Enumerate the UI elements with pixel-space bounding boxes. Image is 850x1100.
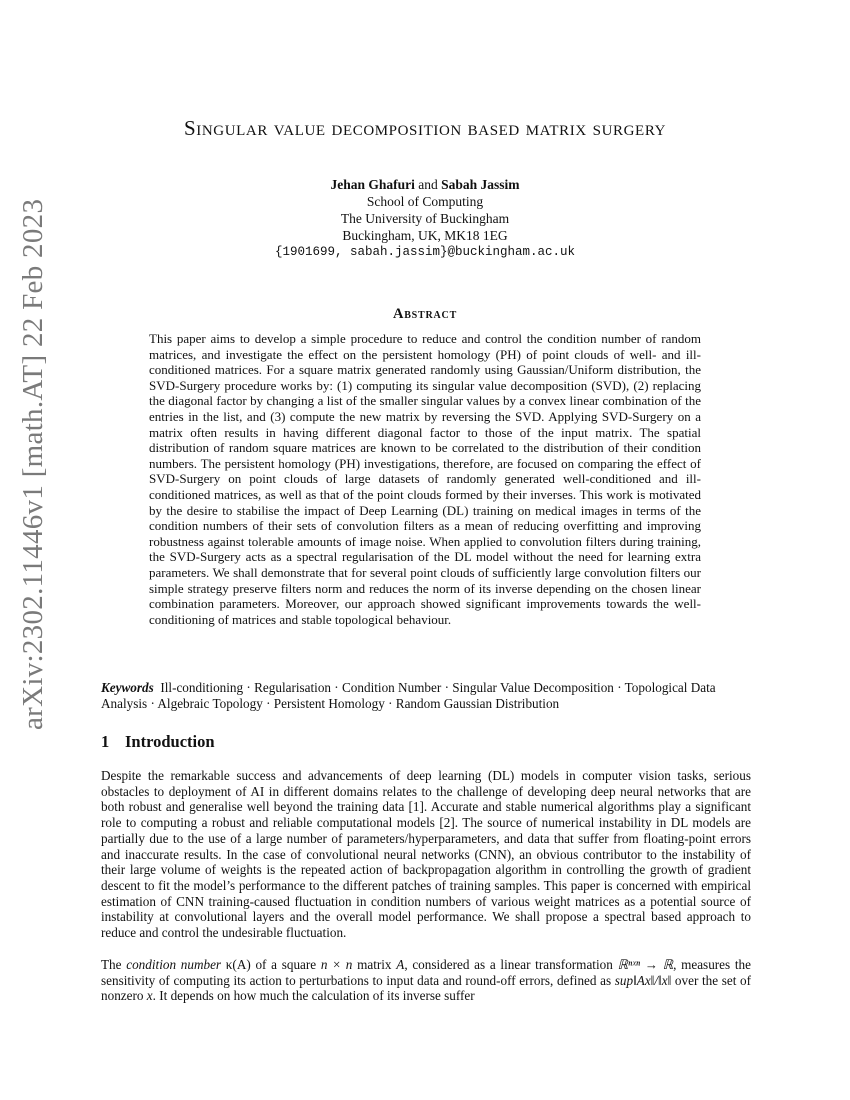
matrix-dims: n × n [320, 957, 353, 972]
p2-text: The [101, 957, 127, 972]
author-1: Jehan Ghafuri [330, 177, 415, 192]
affiliation-address: Buckingham, UK, MK18 1EG [342, 228, 508, 243]
abstract-heading: Abstract [392, 306, 458, 322]
p2-text: , considered as a linear transformation [404, 957, 618, 972]
keywords-list: Ill-conditioning · Regularisation · Condition Number · Singular Value Decomposition · Topological Data Analysis · Algebraic Topology · Persistent Homology · Random Gaussian Distribution [101, 680, 716, 711]
arxiv-identifier: arXiv:2302.11446v1 [math.AT] 22 Feb 2023 [17, 198, 49, 730]
paper-title: Singular value decomposition based matrix surgery [183, 116, 667, 140]
p2-text: over the set of nonzero [101, 972, 751, 1004]
matrix-a: A [396, 957, 405, 972]
intro-paragraph-1: Despite the remarkable success and advancements of deep learning (DL) models in computer vision tasks, serious obstacles to deployment of AI in different domains relates to the challenge of developing deep neural networks that are both robust and generalise well beyond the training data [1]. Accurate and stable numerical algorithms play a significant role to computing a robust and reliable computational models [2]. The source of numerical instability in DL models are partially due to the use of a large number of parameters/hyperparameters, and data that suffer from floating-point errors and inaccurate results. In the case of convolutional neural networks (CNN), an obvious contributor to the instability of their large volume of weights is the repeated action of backpropagation algorithm in controlling the growth of gradient descent to fit the model’s performance to the different patches of training samples. This paper is concerned with empirical estimation of CNN training-caused fluctuation in condition numbers of various weight matrices as a potential source of instability at convolutional layers and the overall model performance. We shall propose a spectral based approach to reduce and control the undesirable fluctuation. [101, 768, 751, 941]
p2-text: . It depends on how much the calculation of its inverse suffer [152, 988, 475, 1004]
condition-number-term: condition number [126, 957, 222, 972]
variable-x: x [146, 988, 153, 1004]
intro-paragraph-2 [101, 957, 751, 1004]
section-heading [101, 732, 215, 752]
author-block [0, 176, 850, 261]
affiliation-school: School of Computing [366, 194, 484, 209]
author-names [0, 176, 850, 193]
linear-map: ℝⁿˣⁿ → ℝ [617, 957, 674, 972]
section-title: Introduction [125, 732, 215, 751]
keywords [101, 680, 751, 712]
p2-text: , measures the sensitivity of computing its action to perturbations to input data and round-off errors, defined as [101, 957, 751, 988]
affiliation-university: The University of Buckingham [340, 211, 510, 226]
author-conjunction: and [418, 177, 438, 192]
author-email[interactable]: {1901699, sabah.jassim}@buckingham.ac.uk [274, 245, 576, 259]
p2-text: κ(A) of a square [221, 957, 321, 972]
sup-norm-expression: sup‖Ax‖/‖x‖ [614, 972, 672, 988]
author-2: Sabah Jassim [441, 177, 520, 192]
keywords-label: Keywords [101, 680, 154, 695]
abstract-text: This paper aims to develop a simple procedure to reduce and control the condition number of random matrices, and investigate the effect on the persistent homology (PH) of point clouds of well- and ill-conditioned matrices. For a square matrix generated randomly using Gaussian/Uniform distribution, the SVD-Surgery procedure works by: (1) computing its singular value decomposition (SVD), (2) replacing the diagonal factor by changing a list of the smaller singular values by a convex linear combination of the entries in the list, and (3) compute the new matrix by reversing the SVD. Applying SVD-Surgery on a matrix often results in having different diagonal factor to those of the input matrix. The spatial distribution of random square matrices are known to be correlated to the distribution of their condition numbers. The persistent homology (PH) investigations, therefore, are focused on comparing the effect of SVD-Surgery on point clouds of large datasets of randomly generated well-conditioned and ill-conditioned matrices, as well as that of the point clouds formed by their inverses. This work is motivated by the desire to stabilise the impact of Deep Learning (DL) training on medical images in terms of the condition numbers of their sets of convolution filters as a mean of reducing overfitting and improving robustness against tolerable amounts of image noise. When applied to convolution filters during training, the SVD-Surgery acts as a spectral regularisation of the DL model without the need for learning extra parameters. We shall demonstrate that for several point clouds of sufficiently large convolution filters our simple strategy preserve filters norm and reduces the norm of its inverse depending on the chosen linear combination parameters. Moreover, our approach showed significant improvements towards the well-conditioning of matrices and stable topological behaviour. [149, 331, 701, 627]
p2-text: matrix [352, 957, 397, 972]
section-number: 1 [101, 732, 110, 751]
